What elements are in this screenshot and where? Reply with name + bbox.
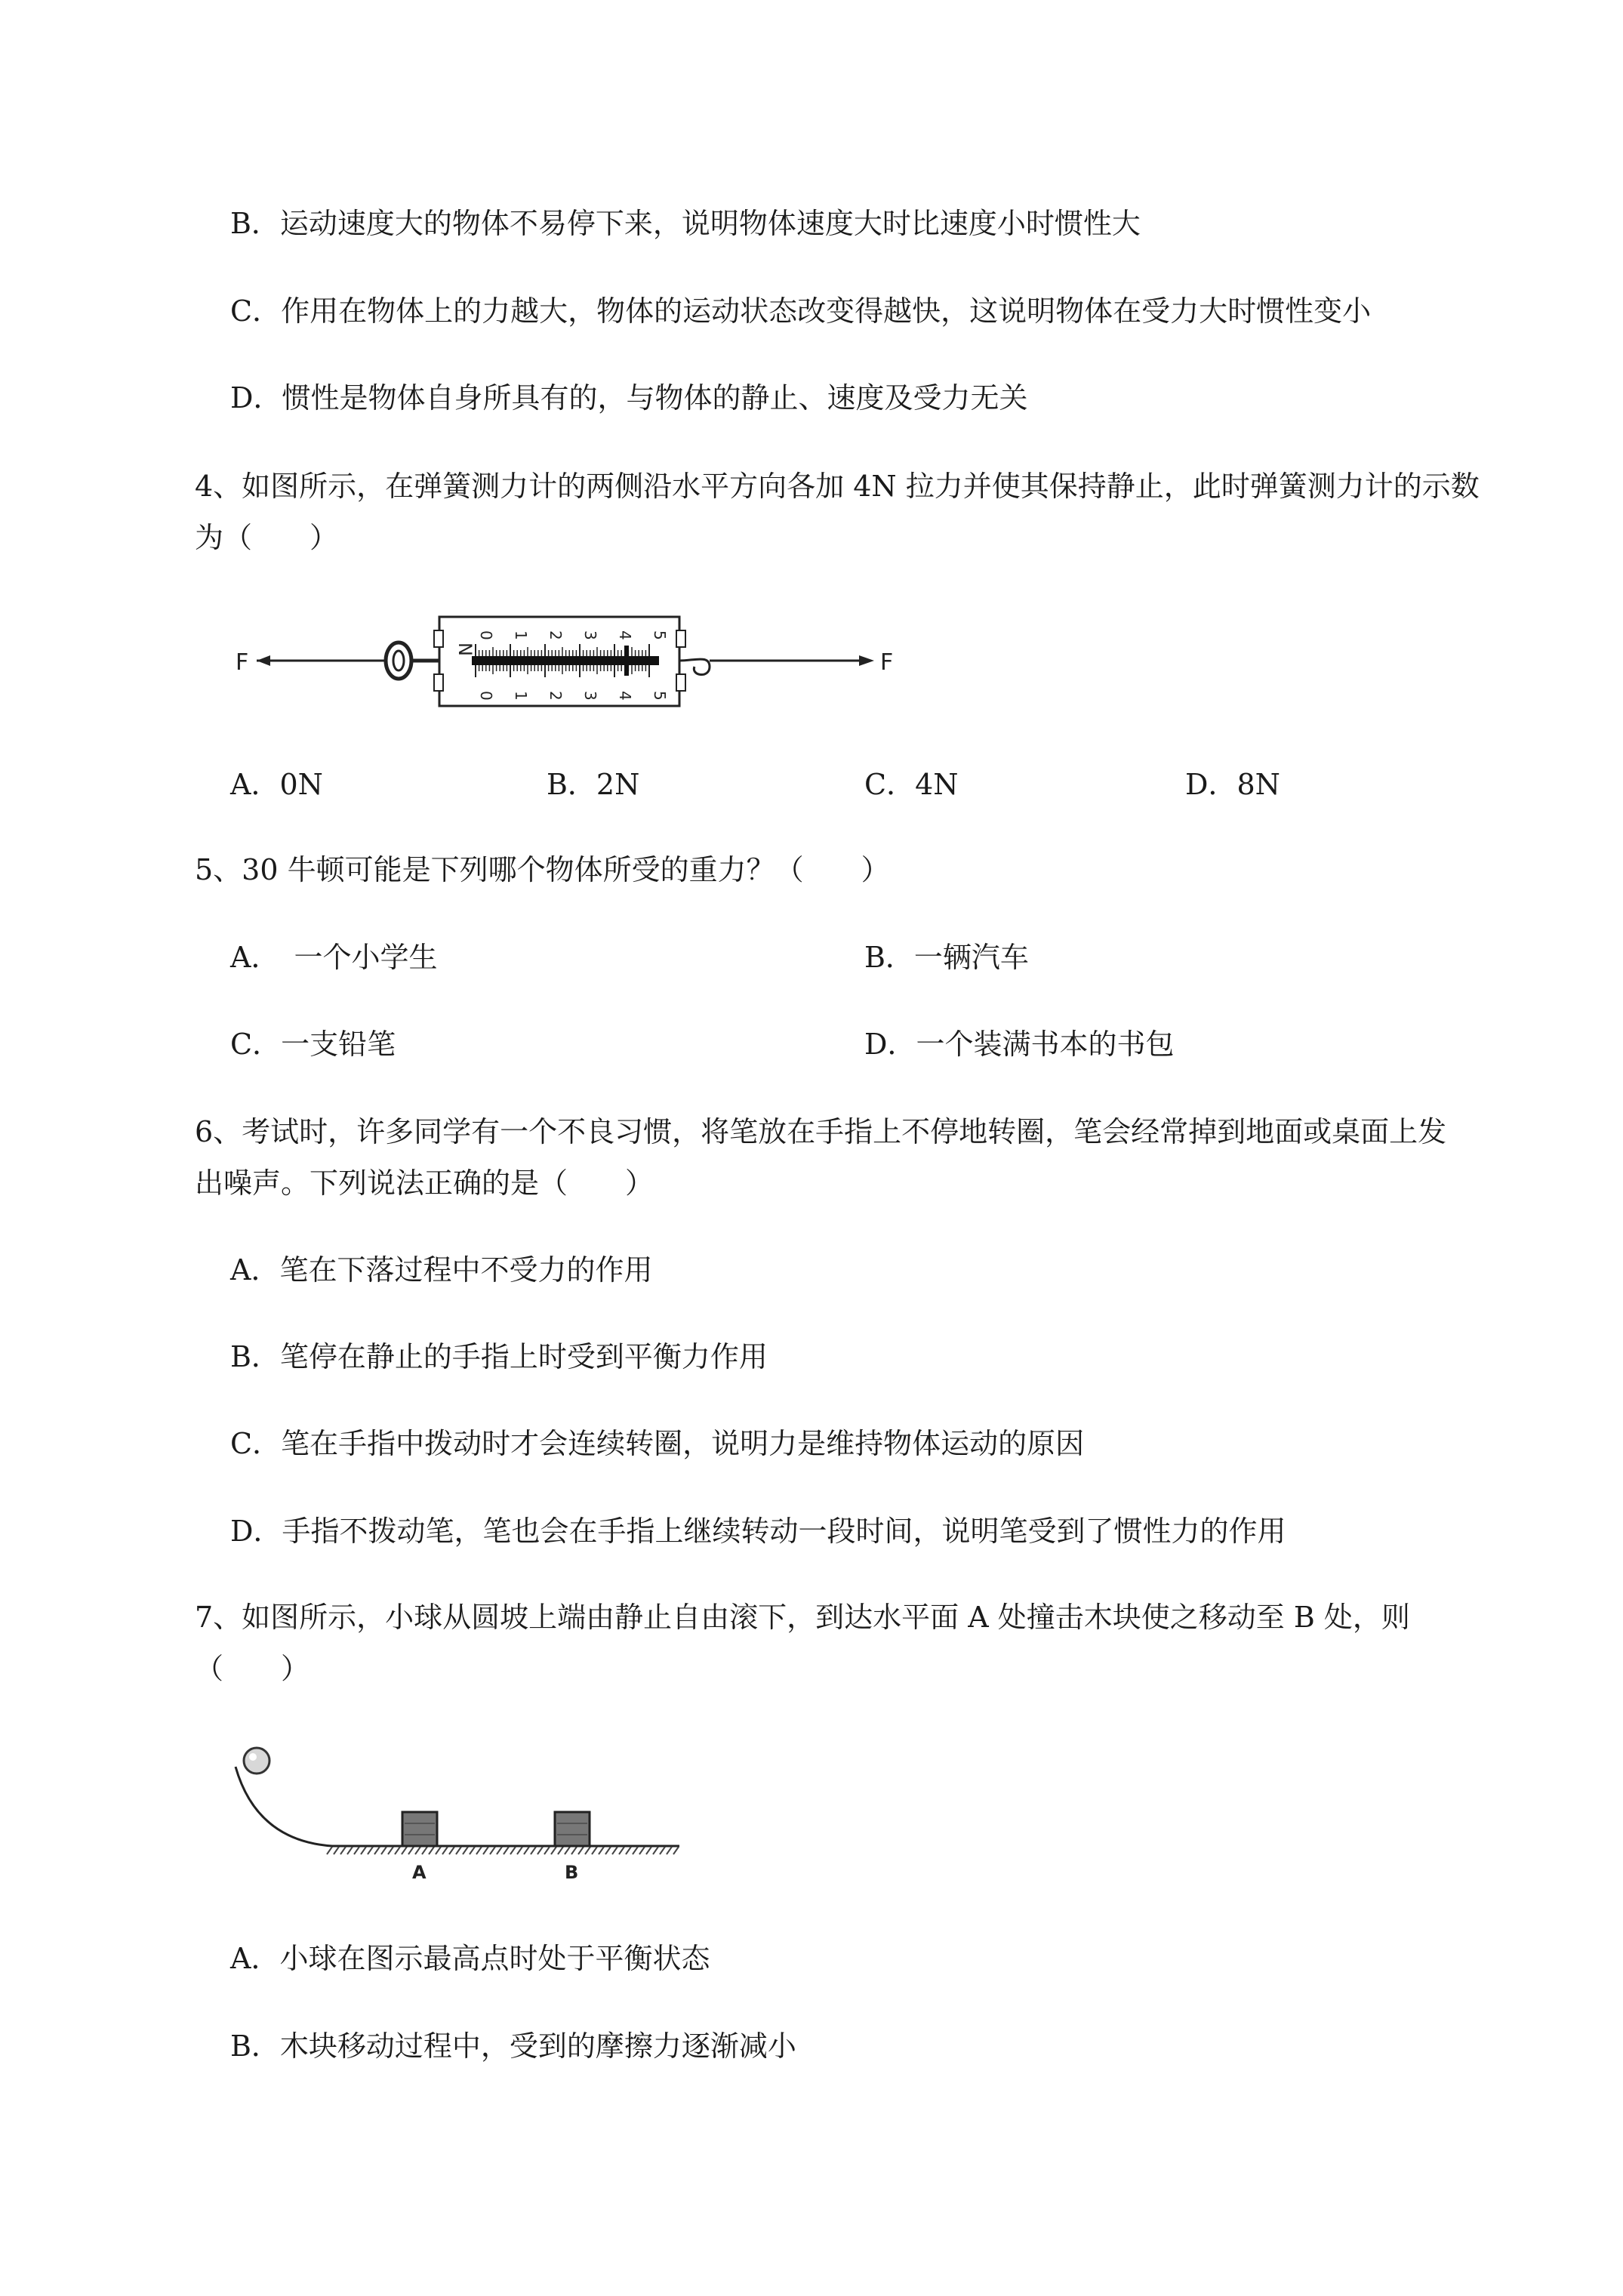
left-force-label: F — [236, 649, 249, 676]
q3-option-b: B．运动速度大的物体不易停下来，说明物体速度大时比速度小时惯性大 — [230, 207, 1141, 240]
ground-hatch — [633, 1847, 638, 1854]
scale-tick-label-top: 0 — [477, 630, 495, 640]
q6-option-a: A．笔在下落过程中不受力的作用 — [230, 1253, 653, 1287]
ground-hatch — [347, 1847, 353, 1854]
scale-tick-label-bottom: 1 — [512, 691, 530, 701]
q6-stem-line1: 6、考试时，许多同学有一个不良习惯，将笔放在手指上不停地转圈，笔会经常掉到地面或桌面上发 — [195, 1115, 1447, 1148]
q4-stem-line1: 4、如图所示，在弹簧测力计的两侧沿水平方向各加 4N 拉力并使其保持静止，此时弹簧测力计的示数 — [195, 470, 1480, 503]
right-force-label: F — [880, 649, 894, 676]
ground-hatch — [605, 1847, 611, 1854]
q7-stem-line1: 7、如图所示，小球从圆坡上端由静止自由滚下，到达水平面 A 处撞击木块使之移动至 B 处，则 — [195, 1601, 1410, 1634]
q7-option-a: A．小球在图示最高点时处于平衡状态 — [230, 1942, 710, 1975]
ground-hatch — [673, 1847, 679, 1854]
q5-option-d: D．一个装满书本的书包 — [864, 1028, 1175, 1061]
ground-hatch — [476, 1847, 482, 1854]
scale-unit-label: N — [454, 643, 476, 656]
ground-hatch — [442, 1847, 448, 1854]
scale-tick-label-top: 4 — [616, 630, 634, 640]
ground-hatch — [402, 1847, 407, 1854]
ground-hatch — [571, 1847, 577, 1854]
q7-option-b: B．木块移动过程中，受到的摩擦力逐渐减小 — [230, 2029, 796, 2063]
scale-tick-label-top: 3 — [581, 630, 599, 640]
ground-hatch — [368, 1847, 373, 1854]
ground-hatch — [599, 1847, 604, 1854]
label-a: A — [412, 1862, 427, 1883]
q4-option-b: B．2N — [547, 768, 640, 801]
q4-stem-line2: 为（ ） — [195, 521, 339, 554]
ground-hatch — [660, 1847, 665, 1854]
ramp-block-figure — [219, 1737, 702, 1888]
ground-hatch — [653, 1847, 658, 1854]
ground-hatch — [551, 1847, 556, 1854]
ground-hatch — [395, 1847, 400, 1854]
scale-tick-label-bottom: 4 — [616, 691, 634, 701]
ground-hatch — [619, 1847, 624, 1854]
q4-option-a: A．0N — [230, 768, 323, 801]
ground-hatch — [354, 1847, 359, 1854]
q5-option-a: A． 一个小学生 — [230, 941, 438, 974]
ground-hatch — [334, 1847, 339, 1854]
q6-option-c: C．笔在手指中拨动时才会连续转圈，说明力是维持物体运动的原因 — [230, 1427, 1085, 1460]
q5-stem: 5、30 牛顿可能是下列哪个物体所受的重力？（ ） — [195, 853, 890, 886]
scale-tick-label-top: 2 — [547, 630, 565, 640]
ground-hatch — [646, 1847, 651, 1854]
ground-hatch — [504, 1847, 509, 1854]
q7-stem-line2: （ ） — [195, 1652, 310, 1685]
ground-hatch — [436, 1847, 441, 1854]
ground-hatch — [449, 1847, 454, 1854]
q3-option-d: D．惯性是物体自身所具有的，与物体的静止、速度及受力无关 — [230, 381, 1028, 415]
scale-tick-label-top: 5 — [651, 630, 669, 640]
q4-option-c: C．4N — [864, 768, 959, 801]
ground-hatch — [415, 1847, 420, 1854]
spring-scale-figure — [226, 600, 906, 721]
ground-hatch — [565, 1847, 570, 1854]
ground-hatch — [531, 1847, 536, 1854]
ground-hatch — [626, 1847, 631, 1854]
ground-hatch — [381, 1847, 387, 1854]
block-at-a — [402, 1812, 437, 1846]
ground-hatch — [537, 1847, 543, 1854]
ground-hatch — [639, 1847, 645, 1854]
scale-tick-label-top: 1 — [512, 630, 530, 640]
block-at-b — [555, 1812, 590, 1846]
label-b: B — [565, 1862, 579, 1883]
ground-hatch — [510, 1847, 516, 1854]
ground-hatch — [524, 1847, 529, 1854]
ground-hatch — [592, 1847, 597, 1854]
ground-hatch — [517, 1847, 522, 1854]
ground-hatch — [374, 1847, 380, 1854]
ground-hatch — [361, 1847, 366, 1854]
ground-hatch — [558, 1847, 563, 1854]
q6-option-d: D．手指不拨动笔，笔也会在手指上继续转动一段时间，说明笔受到了惯性力的作用 — [230, 1515, 1286, 1548]
ground-hatch — [408, 1847, 414, 1854]
ground-hatch — [497, 1847, 502, 1854]
q6-option-b: B．笔停在静止的手指上时受到平衡力作用 — [230, 1340, 768, 1373]
scale-tick-label-bottom: 2 — [547, 691, 565, 701]
q4-option-d: D．8N — [1185, 768, 1280, 801]
ground-hatch — [612, 1847, 617, 1854]
scale-tick-label-bottom: 0 — [477, 691, 495, 701]
ground-hatch — [456, 1847, 461, 1854]
ground-hatch — [327, 1847, 332, 1854]
q5-option-c: C．一支铅笔 — [230, 1028, 396, 1061]
ground-hatch — [490, 1847, 495, 1854]
scale-tick-label-bottom: 3 — [581, 691, 599, 701]
ground-hatch — [483, 1847, 488, 1854]
ground-hatch — [340, 1847, 346, 1854]
q5-option-b: B．一辆汽车 — [864, 941, 1029, 974]
ball — [244, 1748, 269, 1774]
ground-hatch — [463, 1847, 468, 1854]
ground-hatch — [388, 1847, 393, 1854]
scale-pointer — [624, 646, 629, 676]
ground-hatch — [578, 1847, 584, 1854]
ground-hatch — [422, 1847, 427, 1854]
ground-hatch — [544, 1847, 550, 1854]
scale-tick-label-bottom: 5 — [651, 691, 669, 701]
ground-hatch — [667, 1847, 672, 1854]
q6-stem-line2: 出噪声。下列说法正确的是（ ） — [195, 1166, 654, 1200]
ground-hatch — [585, 1847, 590, 1854]
q3-option-c: C．作用在物体上的力越大，物体的运动状态改变得越快，这说明物体在受力大时惯性变小 — [230, 294, 1372, 328]
ground-hatch — [470, 1847, 475, 1854]
ground-hatch — [429, 1847, 434, 1854]
